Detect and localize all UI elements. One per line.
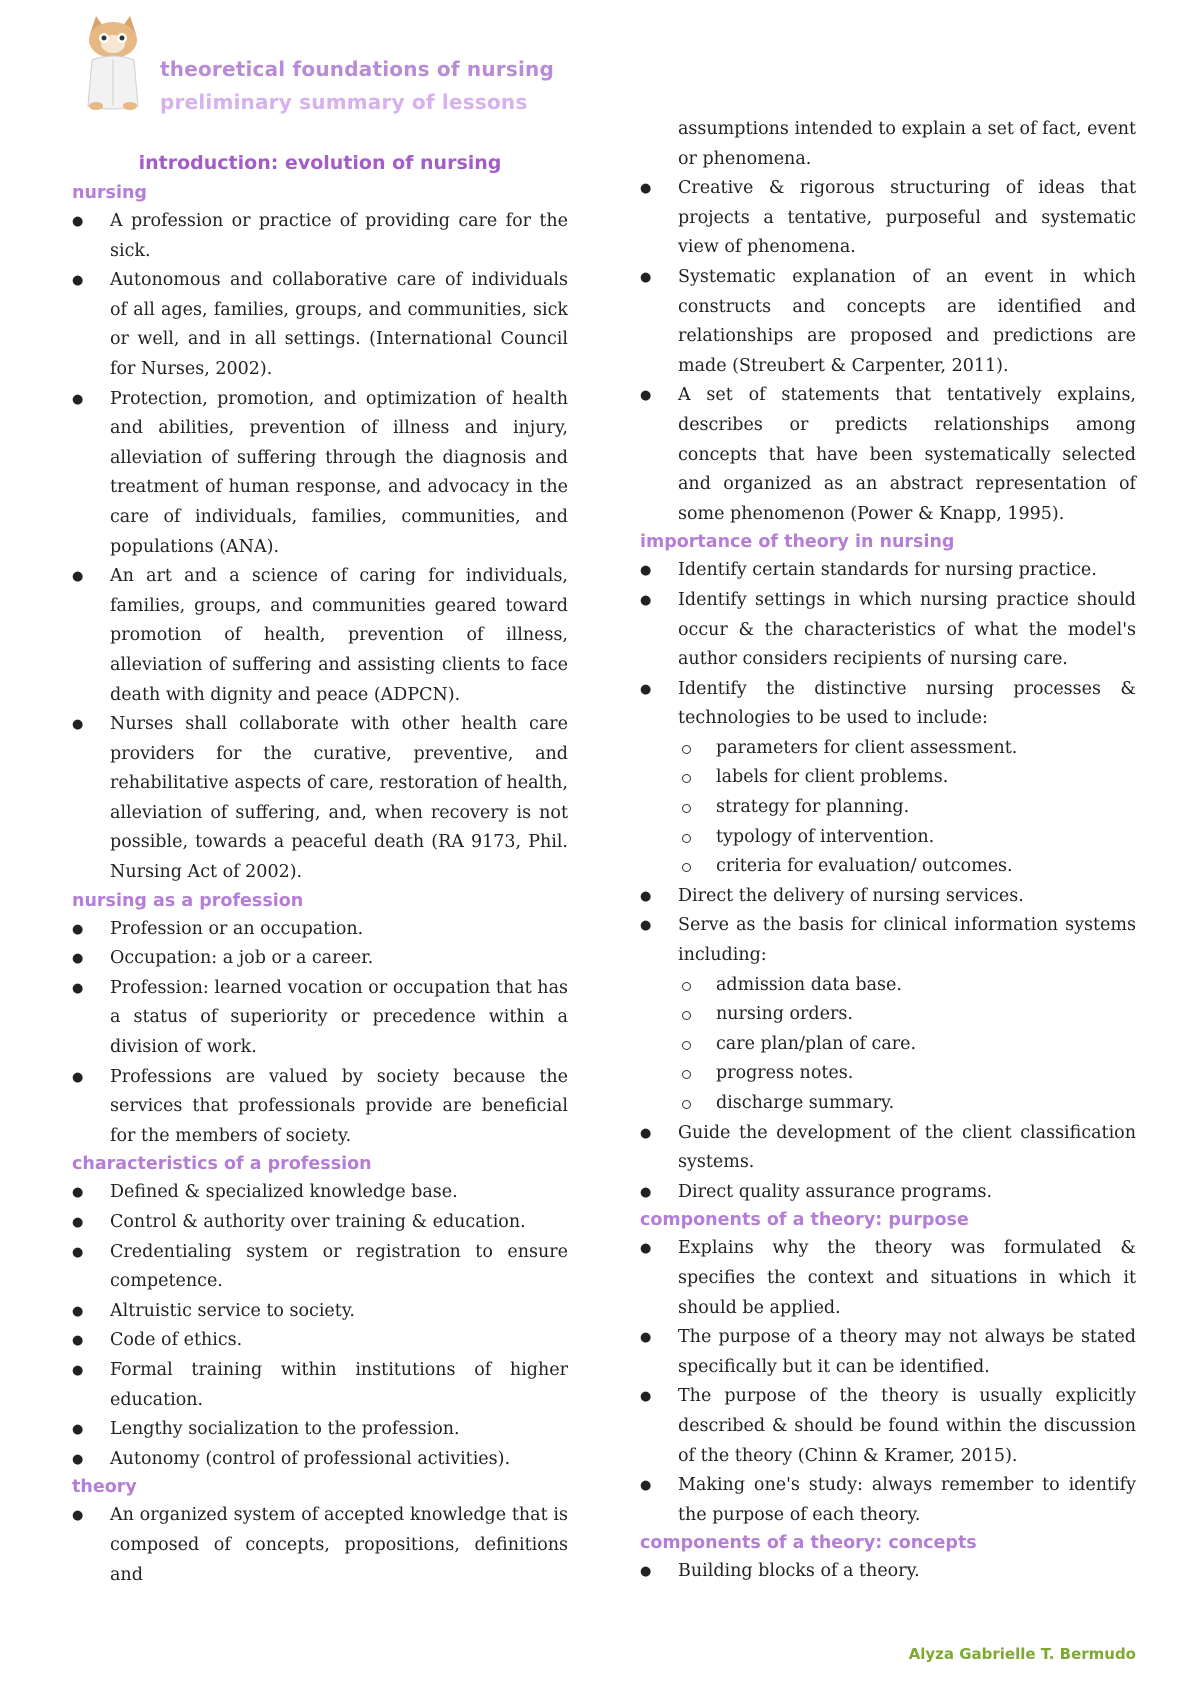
bullet-icon: ● — [640, 592, 652, 608]
list-item-text: Autonomy (control of professional activities). — [110, 1448, 511, 1469]
left-column — [72, 150, 568, 1590]
circle-bullet-icon — [682, 1011, 691, 1020]
bullet-icon: ● — [72, 951, 84, 967]
list-item — [640, 1119, 1136, 1178]
sub-list-item-text: admission data base. — [716, 974, 902, 995]
list-item — [640, 556, 1136, 586]
list-item — [72, 1445, 568, 1475]
bullet-icon: ● — [72, 717, 84, 733]
main-section-title: introduction: evolution of nursing — [138, 152, 502, 174]
list-item — [640, 1234, 1136, 1323]
list-item-text: Control & authority over training & education. — [110, 1212, 526, 1232]
list-item-text: A profession or practice of providing care for the sick. — [110, 211, 568, 261]
bullet-icon: ● — [640, 1478, 652, 1494]
sub-list-processes — [640, 734, 1136, 882]
circle-bullet-icon — [682, 834, 691, 843]
bullet-icon: ● — [640, 1389, 652, 1405]
bullet-icon: ● — [72, 569, 84, 585]
list-item — [640, 882, 1136, 912]
bullet-icon: ● — [640, 888, 652, 904]
bullet-icon: ● — [72, 1303, 84, 1319]
sub-list-item — [640, 1089, 1136, 1119]
list-item-text: Occupation: a job or a career. — [110, 948, 374, 969]
list-item-text: Direct the delivery of nursing services. — [678, 885, 1024, 906]
bullet-list-concepts — [640, 1557, 1136, 1587]
sub-list-information-systems — [640, 971, 1136, 1119]
list-item — [72, 266, 568, 384]
list-item-text: The purpose of a theory may not always be stated specifically but it can be identified. — [678, 1327, 1136, 1377]
list-item — [72, 915, 568, 945]
list-item — [640, 174, 1136, 263]
bullet-list-importance — [640, 556, 1136, 734]
bullet-icon: ● — [640, 681, 652, 697]
bullet-icon: ● — [640, 1125, 652, 1141]
sub-list-item — [640, 1059, 1136, 1089]
list-item — [72, 1297, 568, 1327]
bullet-icon: ● — [640, 269, 652, 285]
list-item-text: Systematic explanation of an event in which constructs and concepts are identified and relationships are proposed and predictions are made (Streubert & Carpenter, 2011). — [678, 266, 1136, 376]
bullet-list-theory — [72, 1501, 568, 1590]
list-item-text: The purpose of the theory is usually explicitly described & should be found within the discussion of the theory (Chinn & Kramer, 2015). — [678, 1386, 1136, 1466]
list-item-text: Building blocks of a theory. — [678, 1561, 920, 1582]
list-item — [72, 1415, 568, 1445]
bullet-icon: ● — [640, 1184, 652, 1200]
list-item-text: Identify certain standards for nursing practice. — [678, 560, 1097, 581]
sub-list-item — [640, 823, 1136, 853]
bullet-icon: ● — [72, 980, 84, 996]
list-item-text: Creative & rigorous structuring of ideas that projects a tentative, purposeful and systematic view of phenomena. — [678, 178, 1136, 258]
circle-bullet-icon — [682, 804, 691, 813]
list-item — [72, 1238, 568, 1297]
list-item-text: An organized system of accepted knowledge that is composed of concepts, propositions, definitions and — [110, 1505, 568, 1585]
list-item-text: Serve as the basis for clinical information systems including: — [678, 915, 1136, 966]
sub-list-item-text: labels for client problems. — [716, 767, 949, 788]
sub-list-item — [640, 971, 1136, 1001]
list-item-text: Guide the development of the client classification systems. — [678, 1122, 1136, 1173]
bullet-icon: ● — [640, 1241, 652, 1257]
list-item — [640, 1557, 1136, 1587]
bullet-icon: ● — [72, 1451, 84, 1467]
list-item-text: Protection, promotion, and optimization of health and abilities, prevention of illness and injury, alleviation of suffering through the diagnosis and treatment of human response, and advocacy in the care of individuals, families, communities, and populations (ANA). — [110, 388, 568, 557]
list-item-text: Profession or an occupation. — [110, 918, 364, 939]
sub-list-item-text: discharge summary. — [716, 1093, 895, 1113]
list-item — [72, 1063, 568, 1152]
list-item — [72, 944, 568, 974]
list-item-text: Making one's study: always remember to identify the purpose of each theory. — [678, 1475, 1136, 1525]
sub-list-item — [640, 1000, 1136, 1030]
sub-list-item-text: criteria for evaluation/ outcomes. — [716, 856, 1013, 877]
section-heading-nursing: nursing — [72, 183, 147, 203]
sub-list-item — [640, 793, 1136, 823]
circle-bullet-icon — [682, 774, 691, 783]
bullet-icon: ● — [72, 214, 84, 229]
bullet-icon: ● — [72, 1362, 84, 1378]
bullet-icon: ● — [640, 918, 652, 934]
list-item-text: Lengthy socialization to the profession. — [110, 1419, 460, 1440]
list-item-text: A set of statements that tentatively explains, describes or predicts relationships among concepts that have been systematically selected and organized as an abstract representation of some phenomenon (Power & Knapp, 1995). — [678, 385, 1136, 524]
cat-mascot-icon — [82, 14, 144, 112]
list-item — [640, 1471, 1136, 1530]
list-item — [72, 1356, 568, 1415]
author-name: Alyza Gabrielle T. Bermudo — [908, 1645, 1136, 1663]
list-item-text: Defined & specialized knowledge base. — [110, 1182, 458, 1203]
sub-list-item — [640, 763, 1136, 793]
continued-text: assumptions intended to explain a set of fact, event or phenomena. — [678, 119, 1136, 169]
bullet-list-purpose — [640, 1234, 1136, 1530]
circle-bullet-icon — [682, 982, 691, 991]
list-item — [72, 1501, 568, 1590]
list-item-text: Credentialing system or registration to ensure competence. — [110, 1241, 568, 1292]
bullet-icon: ● — [72, 1244, 84, 1260]
circle-bullet-icon — [682, 1100, 691, 1109]
list-item — [640, 911, 1136, 970]
bullet-icon: ● — [72, 391, 84, 407]
bullet-icon: ● — [72, 1069, 84, 1085]
list-item — [72, 710, 568, 888]
bullet-icon: ● — [72, 273, 84, 289]
list-item — [72, 207, 568, 266]
list-item — [72, 1326, 568, 1356]
bullet-icon: ● — [640, 181, 652, 197]
bullet-icon: ● — [72, 1422, 84, 1438]
section-heading-importance: importance of theory in nursing — [640, 532, 955, 553]
sub-list-item-text: strategy for planning. — [716, 797, 910, 818]
circle-bullet-icon — [682, 1070, 691, 1079]
section-heading-purpose: components of a theory: purpose — [640, 1210, 969, 1231]
list-item — [72, 1178, 568, 1208]
list-item-text: Formal training within institutions of higher education. — [110, 1359, 568, 1410]
list-item-text: Nurses shall collaborate with other health care providers for the curative, preventive, and rehabilitative aspects of care, restoration of health, alleviation of suffering, and, when recovery is not possible, towards a peaceful death (RA 9173, Phil. Nursing Act of 2002). — [110, 714, 568, 883]
list-item — [72, 1208, 568, 1238]
sub-list-item — [640, 1030, 1136, 1060]
list-item — [640, 381, 1136, 529]
circle-bullet-icon — [682, 745, 691, 754]
circle-bullet-icon — [682, 1041, 691, 1050]
list-item — [640, 1178, 1136, 1208]
list-item — [72, 385, 568, 563]
list-item — [640, 263, 1136, 381]
list-item-text: Profession: learned vocation or occupation that has a status of superiority or precedence within a division of work. — [110, 977, 568, 1058]
list-item-text: Code of ethics. — [110, 1330, 243, 1351]
list-item — [640, 1382, 1136, 1471]
list-item-text: Explains why the theory was formulated & specifies the context and situations in which it should be applied. — [678, 1238, 1136, 1318]
list-item — [72, 562, 568, 710]
bullet-icon: ● — [72, 1185, 84, 1201]
sub-list-item-text: parameters for client assessment. — [716, 737, 1018, 758]
bullet-icon: ● — [640, 388, 652, 404]
sub-list-item-text: care plan/plan of care. — [716, 1033, 917, 1054]
bullet-list-theory-continued — [640, 174, 1136, 529]
bullet-icon: ● — [72, 1215, 84, 1230]
bullet-list-characteristics — [72, 1178, 568, 1474]
list-item-text: An art and a science of caring for individuals, families, groups, and communities geared toward promotion of health, prevention of illness, alleviation of suffering and assisting clients to face death with dignity and peace (ADPCN). — [110, 566, 568, 705]
list-item-text: Identify settings in which nursing practice should occur & the characteristics of what the model's author considers recipients of nursing care. — [678, 589, 1136, 670]
sub-list-item-text: nursing orders. — [716, 1004, 853, 1025]
bullet-list-profession — [72, 915, 568, 1152]
bullet-icon: ● — [72, 921, 84, 937]
bullet-list-importance-3 — [640, 1119, 1136, 1208]
bullet-list-nursing — [72, 207, 568, 888]
document-title: theoretical foundations of nursing — [160, 57, 554, 81]
section-heading-nursing-as-profession: nursing as a profession — [72, 890, 304, 911]
sub-list-item — [640, 734, 1136, 764]
bullet-icon: ● — [640, 563, 652, 579]
bullet-icon: ● — [640, 1564, 652, 1580]
right-column — [640, 115, 1136, 1587]
list-item-text: Direct quality assurance programs. — [678, 1181, 993, 1202]
list-item — [640, 675, 1136, 734]
bullet-icon: ● — [640, 1330, 652, 1346]
bullet-icon: ● — [72, 1333, 84, 1349]
list-item — [640, 586, 1136, 675]
list-item-text: Professions are valued by society because the services that professionals provide are beneficial for the members of society. — [110, 1066, 568, 1146]
bullet-list-importance-2 — [640, 882, 1136, 971]
list-item-text: Identify the distinctive nursing processes & technologies to be used to include: — [678, 678, 1136, 729]
list-item — [72, 974, 568, 1063]
bullet-icon: ● — [72, 1508, 84, 1524]
list-item-text: Altruistic service to society. — [110, 1300, 355, 1321]
document-subtitle: preliminary summary of lessons — [160, 90, 528, 114]
list-item — [640, 1323, 1136, 1382]
section-heading-characteristics: characteristics of a profession — [72, 1154, 372, 1175]
sub-list-item — [640, 852, 1136, 882]
sub-list-item-text: typology of intervention. — [716, 826, 935, 847]
section-heading-concepts: components of a theory: concepts — [640, 1533, 977, 1554]
sub-list-item-text: progress notes. — [716, 1063, 854, 1084]
circle-bullet-icon — [682, 863, 691, 872]
section-heading-theory: theory — [72, 1477, 137, 1498]
list-item-text: Autonomous and collaborative care of individuals of all ages, families, groups, and communities, sick or well, and in all settings. (International Council for Nurses, 2002). — [110, 270, 568, 379]
